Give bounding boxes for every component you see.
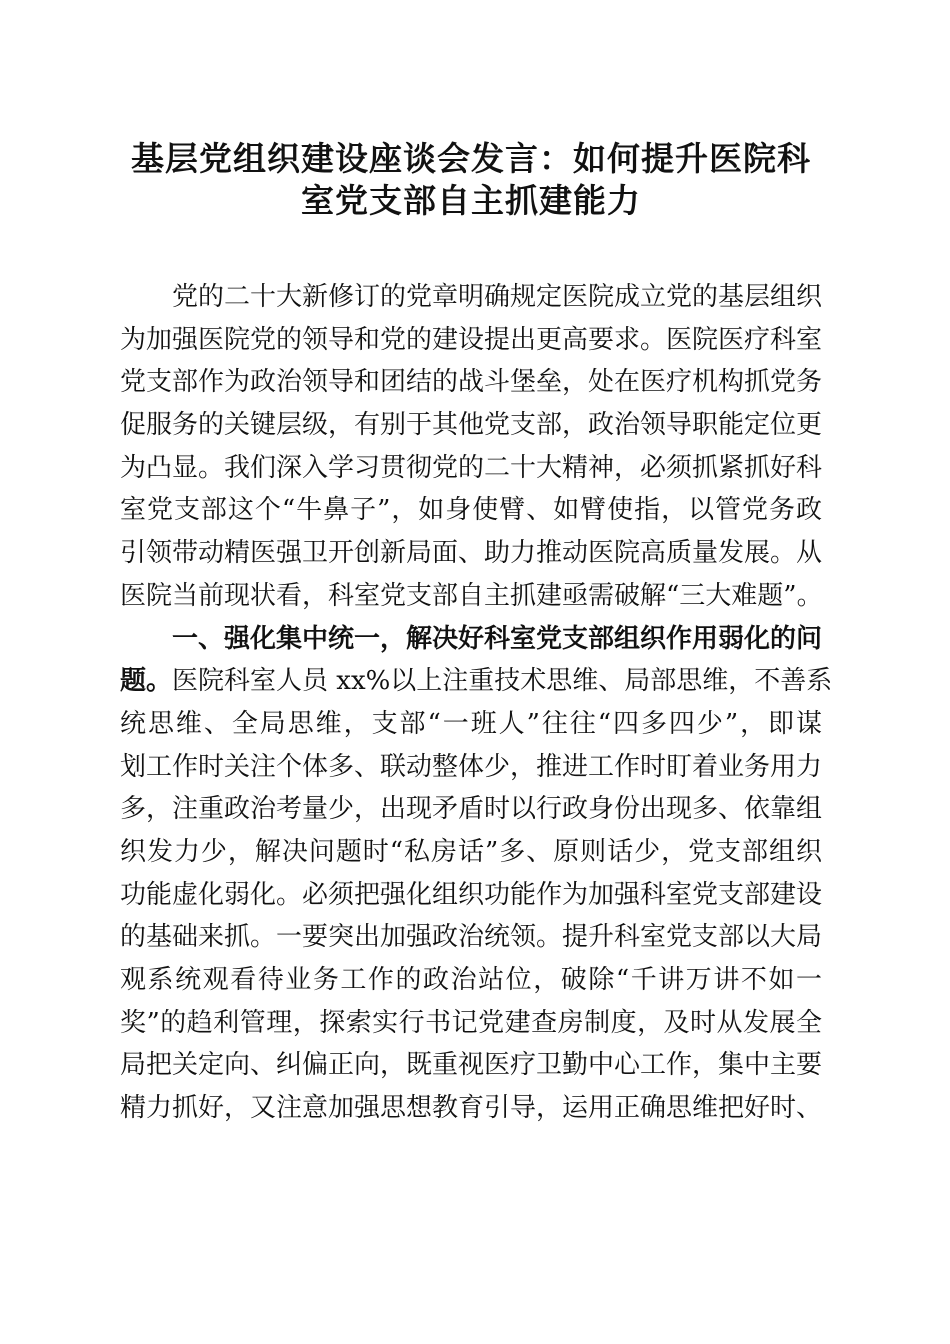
paragraph-2-line: 功能虚化弱化。必须把强化组织功能作为加强科室党支部建设 bbox=[120, 879, 823, 910]
paragraph-2-line: 的基础来抓。一要突出加强政治统领。提升科室党支部以大局 bbox=[120, 922, 823, 953]
document-body bbox=[120, 276, 833, 1130]
paragraph-2-line: 织发力少，解决问题时“私房话”多、原则话少，党支部组织 bbox=[120, 836, 822, 867]
document-title-line-2: 室党支部自主抓建能力 bbox=[301, 181, 641, 220]
paragraph-1-line: 室党支部这个“牛鼻子”，如身使臂、如臂使指，以管党务政 bbox=[120, 495, 822, 526]
section-heading-tail: 题。 bbox=[120, 666, 173, 697]
paragraph-1-line: 引领带动精医强卫开创新局面、助力推动医院高质量发展。从 bbox=[120, 538, 823, 569]
paragraph-2-line: 统思维、全局思维，支部“一班人”往往“四多四少”，即谋 bbox=[120, 708, 822, 739]
paragraph-2-line: 局把关定向、纠偏正向，既重视医疗卫勤中心工作，集中主要 bbox=[120, 1050, 823, 1081]
section-heading-line: 一、强化集中统一，解决好科室党支部组织作用弱化的问 bbox=[172, 623, 823, 654]
document-title-line-1: 基层党组织建设座谈会发言：如何提升医院科 bbox=[131, 139, 811, 178]
paragraph-2-line: 精力抓好，又注意加强思想教育引导，运用正确思维把好时、 bbox=[120, 1093, 823, 1124]
paragraph-2-line bbox=[120, 660, 833, 703]
paragraph-1-line: 促服务的关键层级，有别于其他党支部，政治领导职能定位更 bbox=[120, 410, 823, 441]
paragraph-1-line: 医院当前现状看，科室党支部自主抓建亟需破解“三大难题”。 bbox=[120, 580, 823, 611]
paragraph-2-line: 奖”的趋利管理，探索实行书记党建查房制度，及时从发展全 bbox=[120, 1007, 822, 1038]
paragraph-2-text: 医院科室人员 xx%以上注重技术思维、局部思维，不善系 bbox=[172, 666, 833, 697]
paragraph-1-line: 党的二十大新修订的党章明确规定医院成立党的基层组织 bbox=[172, 282, 823, 312]
paragraph-1-line: 党支部作为政治领导和团结的战斗堡垒，处在医疗机构抓党务 bbox=[120, 367, 823, 398]
paragraph-2-line: 多，注重政治考量少，出现矛盾时以行政身份出现多、依靠组 bbox=[120, 794, 823, 825]
paragraph-1-line: 为加强医院党的领导和党的建设提出更高要求。医院医疗科室 bbox=[120, 324, 823, 355]
paragraph-1-line: 为凸显。我们深入学习贯彻党的二十大精神，必须抓紧抓好科 bbox=[120, 452, 823, 483]
paragraph-2-line: 划工作时关注个体多、联动整体少，推进工作时盯着业务用力 bbox=[120, 751, 823, 782]
paragraph-2-line: 观系统观看待业务工作的政治站位，破除“千讲万讲不如一 bbox=[120, 965, 822, 995]
